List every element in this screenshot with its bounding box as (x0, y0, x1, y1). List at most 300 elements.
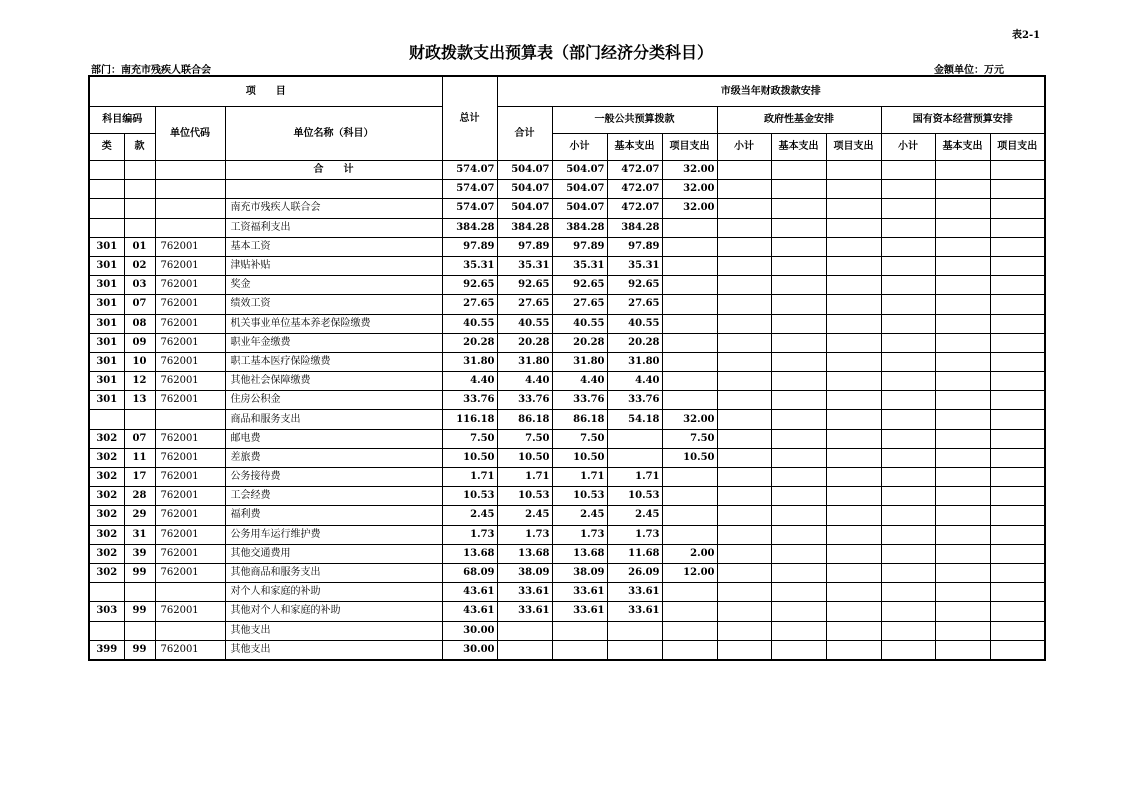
sum-cell: 504.07 (497, 199, 552, 218)
empty-cell (717, 295, 771, 314)
empty-cell (881, 237, 935, 256)
header-unit-code: 单位代码 (155, 107, 225, 161)
empty-cell (990, 506, 1045, 525)
unit-name-cell: 绩效工资 (225, 295, 442, 314)
unit-name-cell: 合 计 (225, 161, 442, 180)
empty-cell (990, 448, 1045, 467)
general-basic-cell: 1.71 (607, 468, 662, 487)
header-fund-project: 项目支出 (826, 134, 881, 161)
general-basic-cell: 54.18 (607, 410, 662, 429)
empty-cell (990, 180, 1045, 199)
empty-cell (771, 314, 826, 333)
empty-cell (771, 161, 826, 180)
header-class: 类 (89, 134, 124, 161)
empty-cell (771, 640, 826, 660)
table-row (89, 256, 1045, 275)
empty-cell (990, 372, 1045, 391)
empty-cell (771, 583, 826, 602)
general-project-cell (662, 256, 717, 275)
class-cell: 301 (89, 314, 124, 333)
empty-cell (826, 602, 881, 621)
general-basic-cell: 92.65 (607, 276, 662, 295)
empty-cell (771, 563, 826, 582)
empty-cell (935, 525, 990, 544)
empty-cell (881, 161, 935, 180)
empty-cell (771, 525, 826, 544)
empty-cell (990, 429, 1045, 448)
empty-cell (881, 410, 935, 429)
general-basic-cell: 31.80 (607, 352, 662, 371)
empty-cell (771, 256, 826, 275)
empty-cell (881, 352, 935, 371)
empty-cell (826, 333, 881, 352)
empty-cell (826, 256, 881, 275)
table-row (89, 295, 1045, 314)
unit-code-cell (155, 199, 225, 218)
table-row (89, 621, 1045, 640)
empty-cell (990, 391, 1045, 410)
empty-cell (935, 487, 990, 506)
item-cell (124, 410, 155, 429)
item-cell: 29 (124, 506, 155, 525)
class-cell (89, 218, 124, 237)
sum-cell: 40.55 (497, 314, 552, 333)
empty-cell (935, 429, 990, 448)
empty-cell (935, 621, 990, 640)
table-row (89, 525, 1045, 544)
unit-code-cell: 762001 (155, 640, 225, 660)
sum-cell: 27.65 (497, 295, 552, 314)
item-cell: 17 (124, 468, 155, 487)
unit-name-cell (225, 180, 442, 199)
general-project-cell (662, 372, 717, 391)
general-basic-cell: 10.53 (607, 487, 662, 506)
unit-name-cell: 南充市残疾人联合会 (225, 199, 442, 218)
empty-cell (826, 237, 881, 256)
general-subtotal-cell: 2.45 (552, 506, 607, 525)
general-subtotal-cell: 33.76 (552, 391, 607, 410)
sum-cell: 38.09 (497, 563, 552, 582)
unit-name-cell: 公务接待费 (225, 468, 442, 487)
item-cell (124, 180, 155, 199)
unit-code-cell: 762001 (155, 372, 225, 391)
unit-name-cell: 福利费 (225, 506, 442, 525)
class-cell: 301 (89, 372, 124, 391)
unit-name-cell: 基本工资 (225, 237, 442, 256)
empty-cell (935, 352, 990, 371)
empty-cell (990, 333, 1045, 352)
table-row (89, 602, 1045, 621)
table-number: 表2-1 (1012, 30, 1041, 41)
class-cell: 302 (89, 544, 124, 563)
table-row (89, 314, 1045, 333)
empty-cell (717, 640, 771, 660)
empty-cell (826, 410, 881, 429)
empty-cell (990, 295, 1045, 314)
general-project-cell (662, 352, 717, 371)
unit-name-cell: 其他对个人和家庭的补助 (225, 602, 442, 621)
empty-cell (717, 410, 771, 429)
general-project-cell (662, 276, 717, 295)
empty-cell (717, 602, 771, 621)
empty-cell (881, 276, 935, 295)
empty-cell (717, 563, 771, 582)
general-subtotal-cell: 33.61 (552, 602, 607, 621)
item-cell: 31 (124, 525, 155, 544)
general-project-cell (662, 602, 717, 621)
unit-name-cell: 津贴补贴 (225, 256, 442, 275)
general-subtotal-cell: 97.89 (552, 237, 607, 256)
empty-cell (935, 256, 990, 275)
empty-cell (990, 161, 1045, 180)
total-cell: 7.50 (442, 429, 497, 448)
general-subtotal-cell: 504.07 (552, 199, 607, 218)
total-cell: 43.61 (442, 602, 497, 621)
unit-code-cell (155, 218, 225, 237)
header-general-subtotal: 小计 (552, 134, 607, 161)
table-row (89, 506, 1045, 525)
general-project-cell: 7.50 (662, 429, 717, 448)
empty-cell (935, 237, 990, 256)
table-row (89, 563, 1045, 582)
general-subtotal-cell: 38.09 (552, 563, 607, 582)
class-cell: 301 (89, 391, 124, 410)
empty-cell (935, 563, 990, 582)
general-project-cell (662, 621, 717, 640)
unit-code-cell: 762001 (155, 237, 225, 256)
empty-cell (881, 429, 935, 448)
class-cell: 301 (89, 276, 124, 295)
general-project-cell: 32.00 (662, 199, 717, 218)
sum-cell: 504.07 (497, 180, 552, 199)
table-row (89, 333, 1045, 352)
sum-cell: 33.61 (497, 583, 552, 602)
unit-name-cell: 机关事业单位基本养老保险缴费 (225, 314, 442, 333)
empty-cell (881, 448, 935, 467)
empty-cell (826, 276, 881, 295)
general-subtotal-cell: 10.50 (552, 448, 607, 467)
table-row (89, 161, 1045, 180)
empty-cell (881, 333, 935, 352)
total-cell: 33.76 (442, 391, 497, 410)
empty-cell (771, 372, 826, 391)
empty-cell (881, 314, 935, 333)
item-cell: 99 (124, 563, 155, 582)
general-subtotal-cell: 27.65 (552, 295, 607, 314)
class-cell: 301 (89, 352, 124, 371)
total-cell: 574.07 (442, 161, 497, 180)
general-subtotal-cell: 86.18 (552, 410, 607, 429)
header-gov-fund: 政府性基金安排 (717, 107, 881, 134)
empty-cell (717, 391, 771, 410)
empty-cell (935, 314, 990, 333)
general-basic-cell: 40.55 (607, 314, 662, 333)
empty-cell (717, 468, 771, 487)
budget-table (88, 75, 1046, 661)
table-row (89, 410, 1045, 429)
class-cell: 399 (89, 640, 124, 660)
empty-cell (881, 218, 935, 237)
table-row (89, 180, 1045, 199)
empty-cell (935, 372, 990, 391)
header-unit-name: 单位名称（科目） (225, 107, 442, 161)
general-project-cell: 2.00 (662, 544, 717, 563)
total-cell: 4.40 (442, 372, 497, 391)
empty-cell (771, 602, 826, 621)
empty-cell (935, 448, 990, 467)
unit-code-cell (155, 161, 225, 180)
empty-cell (717, 333, 771, 352)
item-cell: 07 (124, 295, 155, 314)
class-cell: 302 (89, 429, 124, 448)
unit-name-cell: 其他商品和服务支出 (225, 563, 442, 582)
empty-cell (717, 621, 771, 640)
sum-cell (497, 640, 552, 660)
item-cell: 03 (124, 276, 155, 295)
empty-cell (771, 295, 826, 314)
empty-cell (717, 583, 771, 602)
item-cell (124, 621, 155, 640)
empty-cell (990, 237, 1045, 256)
empty-cell (826, 199, 881, 218)
class-cell (89, 199, 124, 218)
empty-cell (881, 602, 935, 621)
total-cell: 574.07 (442, 180, 497, 199)
empty-cell (990, 621, 1045, 640)
empty-cell (990, 256, 1045, 275)
table-row (89, 448, 1045, 467)
unit-code-cell (155, 410, 225, 429)
total-cell: 116.18 (442, 410, 497, 429)
empty-cell (717, 180, 771, 199)
empty-cell (826, 563, 881, 582)
general-basic-cell (607, 621, 662, 640)
empty-cell (881, 563, 935, 582)
header-capital-project: 项目支出 (990, 134, 1045, 161)
class-cell (89, 583, 124, 602)
general-project-cell: 32.00 (662, 410, 717, 429)
empty-cell (935, 602, 990, 621)
empty-cell (935, 276, 990, 295)
empty-cell (881, 583, 935, 602)
sum-cell: 1.73 (497, 525, 552, 544)
general-project-cell (662, 506, 717, 525)
empty-cell (881, 256, 935, 275)
empty-cell (826, 391, 881, 410)
total-cell: 27.65 (442, 295, 497, 314)
empty-cell (990, 352, 1045, 371)
general-project-cell: 12.00 (662, 563, 717, 582)
item-cell: 11 (124, 448, 155, 467)
item-cell: 39 (124, 544, 155, 563)
unit-code-cell: 762001 (155, 391, 225, 410)
empty-cell (935, 640, 990, 660)
sum-cell: 86.18 (497, 410, 552, 429)
unit-code-cell: 762001 (155, 487, 225, 506)
unit-code-cell: 762001 (155, 314, 225, 333)
unit-name-cell: 工资福利支出 (225, 218, 442, 237)
empty-cell (990, 602, 1045, 621)
general-project-cell: 32.00 (662, 161, 717, 180)
item-cell: 99 (124, 602, 155, 621)
empty-cell (771, 352, 826, 371)
unit-code-cell (155, 583, 225, 602)
empty-cell (826, 544, 881, 563)
unit-name-cell: 职工基本医疗保险缴费 (225, 352, 442, 371)
total-cell: 2.45 (442, 506, 497, 525)
unit-code-cell: 762001 (155, 468, 225, 487)
empty-cell (771, 276, 826, 295)
item-cell: 99 (124, 640, 155, 660)
sum-cell (497, 621, 552, 640)
empty-cell (935, 161, 990, 180)
class-cell (89, 180, 124, 199)
unit-code-cell: 762001 (155, 333, 225, 352)
empty-cell (717, 314, 771, 333)
unit-name-cell: 商品和服务支出 (225, 410, 442, 429)
item-cell: 10 (124, 352, 155, 371)
total-cell: 384.28 (442, 218, 497, 237)
general-basic-cell: 35.31 (607, 256, 662, 275)
general-basic-cell: 27.65 (607, 295, 662, 314)
empty-cell (826, 161, 881, 180)
unit-code-cell: 762001 (155, 429, 225, 448)
general-project-cell (662, 333, 717, 352)
item-cell (124, 218, 155, 237)
header-subject-code: 科目编码 (89, 107, 155, 134)
empty-cell (990, 583, 1045, 602)
general-project-cell: 10.50 (662, 448, 717, 467)
sum-cell: 35.31 (497, 256, 552, 275)
general-basic-cell (607, 429, 662, 448)
table-row (89, 544, 1045, 563)
class-cell: 301 (89, 256, 124, 275)
header-city-arrangement: 市级当年财政拨款安排 (497, 76, 1045, 107)
total-cell: 31.80 (442, 352, 497, 371)
item-cell: 28 (124, 487, 155, 506)
empty-cell (771, 199, 826, 218)
empty-cell (826, 525, 881, 544)
general-subtotal-cell: 20.28 (552, 333, 607, 352)
unit-code-cell (155, 180, 225, 199)
unit-name-cell: 住房公积金 (225, 391, 442, 410)
general-subtotal-cell: 35.31 (552, 256, 607, 275)
general-basic-cell: 4.40 (607, 372, 662, 391)
header-general-project: 项目支出 (662, 134, 717, 161)
empty-cell (990, 199, 1045, 218)
sum-cell: 2.45 (497, 506, 552, 525)
header-state-capital: 国有资本经营预算安排 (881, 107, 1045, 134)
header-total: 总计 (442, 76, 497, 161)
header-general-basic: 基本支出 (607, 134, 662, 161)
empty-cell (771, 487, 826, 506)
general-subtotal-cell (552, 640, 607, 660)
empty-cell (990, 410, 1045, 429)
general-basic-cell: 97.89 (607, 237, 662, 256)
sum-cell: 20.28 (497, 333, 552, 352)
empty-cell (717, 506, 771, 525)
empty-cell (990, 563, 1045, 582)
sum-cell: 10.53 (497, 487, 552, 506)
total-cell: 30.00 (442, 621, 497, 640)
general-subtotal-cell (552, 621, 607, 640)
total-cell: 30.00 (442, 640, 497, 660)
general-basic-cell: 33.76 (607, 391, 662, 410)
header-fund-basic: 基本支出 (771, 134, 826, 161)
empty-cell (881, 640, 935, 660)
empty-cell (717, 544, 771, 563)
general-project-cell (662, 583, 717, 602)
empty-cell (881, 506, 935, 525)
header-capital-basic: 基本支出 (935, 134, 990, 161)
class-cell (89, 621, 124, 640)
empty-cell (826, 295, 881, 314)
empty-cell (935, 218, 990, 237)
class-cell: 301 (89, 333, 124, 352)
unit-name-cell: 其他交通费用 (225, 544, 442, 563)
empty-cell (881, 468, 935, 487)
empty-cell (717, 448, 771, 467)
item-cell: 07 (124, 429, 155, 448)
empty-cell (881, 621, 935, 640)
sum-cell: 10.50 (497, 448, 552, 467)
total-cell: 574.07 (442, 199, 497, 218)
empty-cell (717, 218, 771, 237)
unit-name-cell: 差旅费 (225, 448, 442, 467)
empty-cell (826, 583, 881, 602)
general-subtotal-cell: 504.07 (552, 180, 607, 199)
total-cell: 10.50 (442, 448, 497, 467)
empty-cell (826, 640, 881, 660)
general-basic-cell: 2.45 (607, 506, 662, 525)
empty-cell (881, 544, 935, 563)
empty-cell (771, 391, 826, 410)
unit-code-cell (155, 621, 225, 640)
unit-code-cell: 762001 (155, 448, 225, 467)
general-basic-cell: 1.73 (607, 525, 662, 544)
general-subtotal-cell: 1.71 (552, 468, 607, 487)
empty-cell (826, 314, 881, 333)
general-basic-cell: 472.07 (607, 161, 662, 180)
header-capital-subtotal: 小计 (881, 134, 935, 161)
general-basic-cell: 33.61 (607, 583, 662, 602)
unit-code-cell: 762001 (155, 544, 225, 563)
empty-cell (990, 640, 1045, 660)
empty-cell (717, 487, 771, 506)
general-project-cell (662, 391, 717, 410)
general-subtotal-cell: 13.68 (552, 544, 607, 563)
general-project-cell (662, 525, 717, 544)
general-basic-cell: 472.07 (607, 180, 662, 199)
item-cell: 08 (124, 314, 155, 333)
empty-cell (717, 199, 771, 218)
unit-name-cell: 其他支出 (225, 621, 442, 640)
general-subtotal-cell: 504.07 (552, 161, 607, 180)
total-cell: 1.73 (442, 525, 497, 544)
total-cell: 43.61 (442, 583, 497, 602)
empty-cell (826, 506, 881, 525)
empty-cell (935, 410, 990, 429)
unit-code-cell: 762001 (155, 506, 225, 525)
unit-name-cell: 奖金 (225, 276, 442, 295)
table-row (89, 372, 1045, 391)
empty-cell (717, 352, 771, 371)
general-basic-cell (607, 640, 662, 660)
empty-cell (935, 583, 990, 602)
empty-cell (935, 506, 990, 525)
table-row (89, 352, 1045, 371)
item-cell: 12 (124, 372, 155, 391)
